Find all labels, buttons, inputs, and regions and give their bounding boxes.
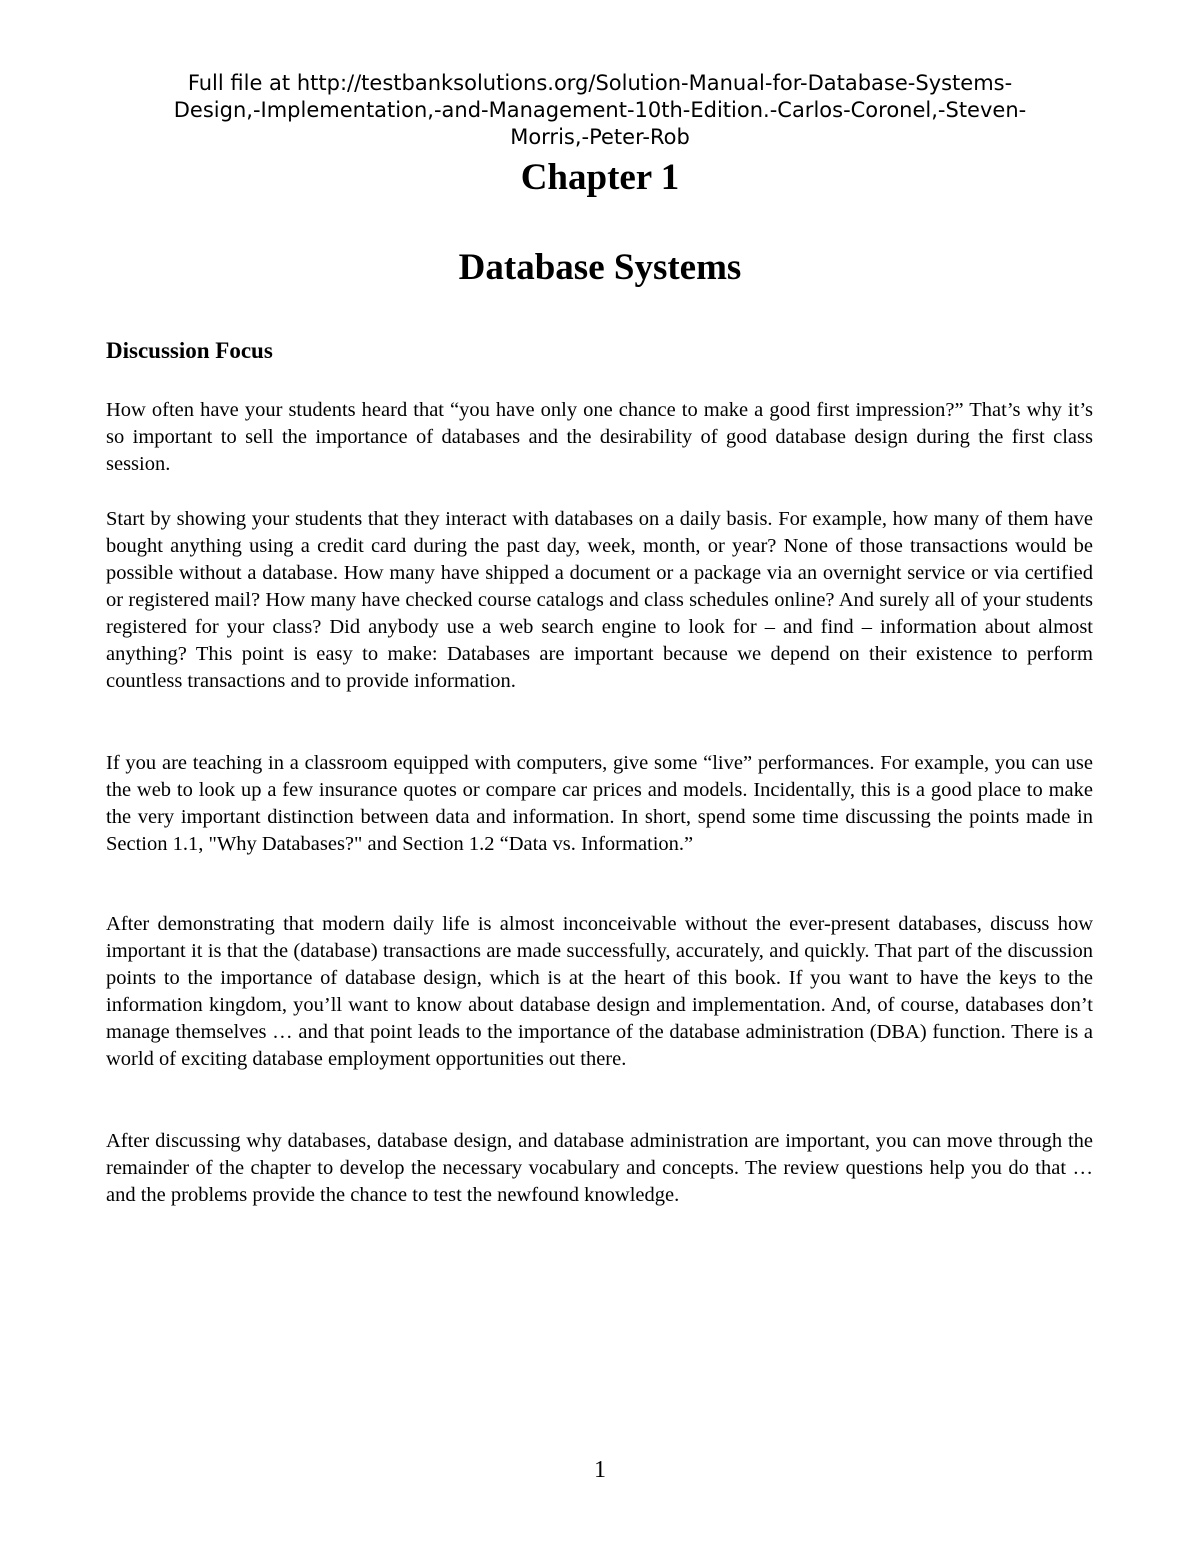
source-url-line-2: Design,-Implementation,-and-Management-10th-Edition.-Carlos-Coronel,-Steven-: [173, 98, 1027, 122]
section-heading: Discussion Focus: [106, 338, 273, 363]
paragraph-database-design: After demonstrating that modern daily life is almost inconceivable without the ever-present databases, discuss how important it is that the (database) transactions are made successfully, accurately, and quickly. That part of the discussion points to the importance of database design, which is at the heart of this book. If you want to have the keys to the information kingdom, you’ll want to know about database design and implementation. And, of course, databases don’t manage themselves … and that point leads to the importance of the database administration (DBA) function. There is a world of exciting database employment opportunities out there.: [106, 913, 1093, 1070]
paragraph-daily-databases: Start by showing your students that they interact with databases on a daily basis. For example, how many of them have bought anything using a credit card during the past day, week, month, or year? None of those transactions would be possible without a database. How many have shipped a document or a package via an overnight service or via certified or registered mail? How many have checked course catalogs and class schedules online? And surely all of your students registered for your class? Did anybody use a web search engine to look for – and find – information about almost anything? This point is easy to make: Databases are important because we depend on their existence to perform countless transactions and to provide information.: [106, 508, 1093, 692]
chapter-title: Chapter 1: [520, 157, 680, 198]
source-url-line-3: Morris,-Peter-Rob: [510, 125, 690, 149]
chapter-subtitle: Database Systems: [458, 247, 742, 288]
paragraph-first-impression: How often have your students heard that “you have only one chance to make a good first impression?” That’s why it’s so important to sell the importance of databases and the desirability of good database design during the first class session.: [106, 399, 1093, 475]
source-url-line-1: Full file at http://testbanksolutions.org/Solution-Manual-for-Database-Systems-: [187, 71, 1013, 95]
paragraph-live-performances: If you are teaching in a classroom equipped with computers, give some “live” performances. For example, you can use the web to look up a few insurance quotes or compare car prices and models. Incidentally, this is a good place to make the very important distinction between data and information. In short, spend some time discussing the points made in Section 1.1, "Why Databases?" and Section 1.2 “Data vs. Information.”: [106, 752, 1093, 855]
paragraph-chapter-remainder: After discussing why databases, database design, and database administration are important, you can move through the remainder of the chapter to develop the necessary vocabulary and concepts. The review questions help you do that … and the problems provide the chance to test the newfound knowledge.: [106, 1130, 1093, 1206]
source-url-header: [60, 70, 1140, 151]
page-number: 1: [594, 1457, 606, 1483]
